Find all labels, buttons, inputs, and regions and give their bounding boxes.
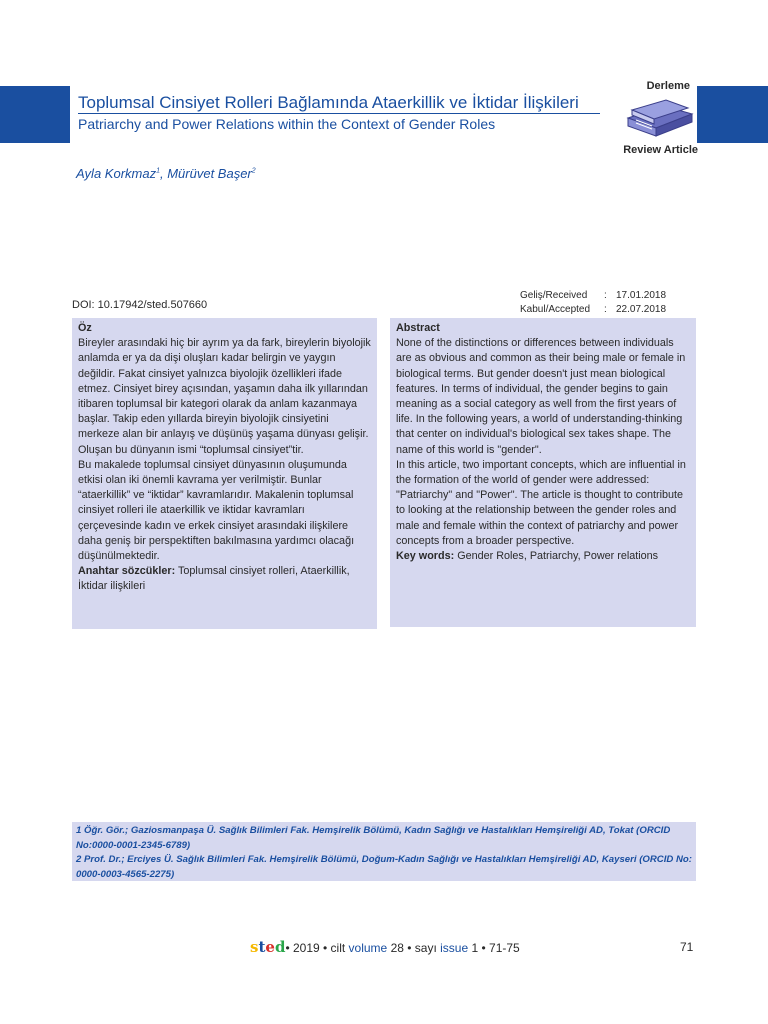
author-separator: , xyxy=(159,166,168,181)
keywords-text: Toplumsal cinsiyet rolleri, Ataerkillik, İktidar ilişkileri xyxy=(78,565,350,593)
article-title-en: Patriarchy and Power Relations within the Context of Gender Roles xyxy=(78,116,496,132)
abstract-tr-paragraph: Bireyler arasındaki hiç bir ayrım ya da fark, bireylerin biyolojik anlamda er ya da dişi oluşları kadar belirgin ve yaygın değildir. Fakat cinsiyet yalnızca biyolojik özellikleri ifade etmez. Cinsiyet birey açısından, yaşamın daha ilk yıllarından itibaren toplumsal bir kategori olarak da anlam kazanmaya başlar. Takip eden yıllarda bireyin biyolojik cinsiyetini merkeze alan bir anlayış ve düşünüş yaşama dünyası gelişir. Oluşan bu dünyanın ismi “toplumsal cinsiyet”tir. xyxy=(78,337,371,456)
affiliations-box xyxy=(72,822,696,881)
keywords-label: Key words: xyxy=(396,550,455,563)
left-color-band xyxy=(0,86,70,143)
right-color-band xyxy=(697,86,768,143)
footer-volume-label: volume xyxy=(348,941,388,955)
journal-footer xyxy=(250,938,520,956)
affiliation-1: 1 Öğr. Gör.; Gaziosmanpaşa Ü. Sağlık Bilimleri Fak. Hemşirelik Bölümü, Kadın Sağlığı ve Hastalıkları Hemşireliği AD, Tokat (ORCID No:0000-0001-2345-6789) xyxy=(76,825,671,851)
author-name: Ayla Korkmaz xyxy=(76,166,157,181)
received-date: 17.01.2018 xyxy=(616,290,667,301)
accepted-separator: : xyxy=(604,304,607,315)
abstract-tr-box xyxy=(72,318,377,629)
article-type-en: Review Article xyxy=(623,144,698,156)
doi: DOI: 10.17942/sted.507660 xyxy=(72,299,208,311)
authors-line xyxy=(76,166,256,181)
received-label: Geliş/Received xyxy=(520,290,588,301)
article-type-tr: Derleme xyxy=(646,80,690,92)
abstract-en-paragraph: None of the distinctions or differences between individuals are as obvious and common as their being male or female in biological terms. But gender doesn't just mean biological features. In terms of individual, the gender begins to gain meaning as a social category as well from the first years of life. In the following years, a world of understanding-thinking that center on individual's biological sex takes shape. The name of this world is "gender". xyxy=(396,337,686,456)
abstract-tr-keywords xyxy=(78,564,371,594)
abstract-en-heading: Abstract xyxy=(396,322,440,334)
books-icon xyxy=(624,96,696,142)
journal-logo: sted xyxy=(250,938,286,956)
footer-issue-label: issue xyxy=(440,941,469,955)
title-underline xyxy=(78,113,600,114)
received-separator: : xyxy=(604,290,607,301)
author-affiliation-mark: 2 xyxy=(251,167,256,175)
page-number: 71 xyxy=(680,940,694,954)
article-title-tr: Toplumsal Cinsiyet Rolleri Bağlamında Ataerkillik ve İktidar İlişkileri xyxy=(78,93,579,112)
footer-issue-pages: 1 • 71-75 xyxy=(468,941,520,955)
abstract-tr-paragraph: Bu makalede toplumsal cinsiyet dünyasının oluşumunda etkisi olan iki önemli kavrama yer verilmiştir. Bunlar “ataerkillik” ve “iktidar” kavramlarıdır. Makalenin toplumsal cinsiyet rolleri ile ataerkillik ve iktidar kavramları çerçevesinde kadın ve erkek cinsiyet arasındaki ilişkilere daha geniş bir perspektiften bakılmasına yardımcı olacağı düşünülmektedir. xyxy=(78,458,355,563)
accepted-date: 22.07.2018 xyxy=(616,304,667,315)
abstract-en-keywords xyxy=(396,549,690,564)
accepted-label: Kabul/Accepted xyxy=(520,304,591,315)
abstract-en-box xyxy=(390,318,696,627)
author-name: Mürüvet Başer xyxy=(167,166,252,181)
keywords-text: Gender Roles, Patriarchy, Power relations xyxy=(454,550,659,563)
author-affiliation-mark: 1 xyxy=(156,167,160,175)
dates-block xyxy=(520,289,666,317)
abstract-en-paragraph: In this article, two important concepts, which are influential in the formation of the world of gender were addressed: "Patriarchy" and "Power". The article is thought to contribute to looking at the relationship between the gender roles and male and female within the context of patriarchy and power concepts from a broader perspective. xyxy=(396,458,686,547)
affiliation-2: 2 Prof. Dr.; Erciyes Ü. Sağlık Bilimleri Fak. Hemşirelik Bölümü, Doğum-Kadın Sağlığı ve Hastalıkları Hemşireliği AD, Kayseri (ORCID No: 0000-0003-4565-2275) xyxy=(76,854,692,880)
footer-volume: 28 • sayı xyxy=(387,941,441,955)
abstract-tr-heading: Öz xyxy=(78,322,92,334)
footer-year: • 2019 • cilt xyxy=(285,941,349,955)
keywords-label: Anahtar sözcükler: xyxy=(78,565,176,578)
